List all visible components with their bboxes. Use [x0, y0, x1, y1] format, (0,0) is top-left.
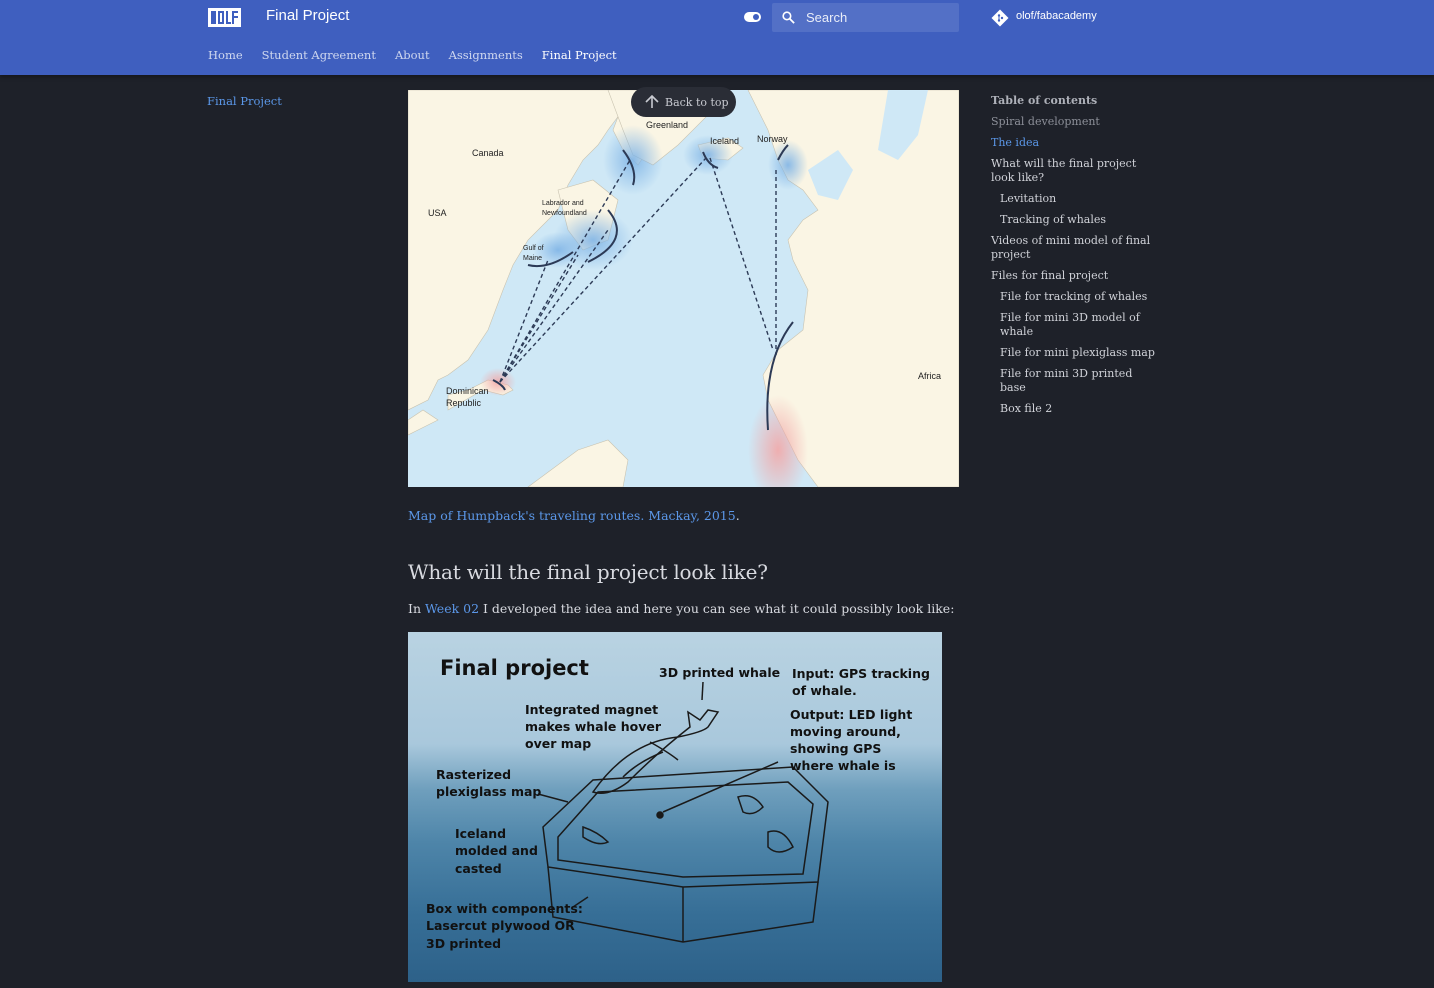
toc-title: Table of contents: [991, 94, 1098, 107]
intro-paragraph: [408, 601, 954, 616]
map-label-labrador-1: Labrador and: [542, 200, 584, 207]
site-title: Final Project: [266, 7, 350, 24]
sketch-box-1: Box with components:: [426, 901, 583, 916]
toc-item-videos-mini-model[interactable]: Videos of mini model of final project: [991, 234, 1151, 261]
sketch-raster-1: Rasterized: [436, 767, 512, 782]
toc-item-file-mini-3d-whale[interactable]: File for mini 3D model of whale: [1000, 311, 1140, 338]
map-label-gulf-1: Gulf of: [523, 245, 544, 252]
map-label-norway: Norway: [757, 134, 788, 144]
sketch-iceland-2: molded and: [455, 843, 538, 858]
intro-text-post: I developed the idea and here you can see what it could possibly look like:: [479, 601, 955, 616]
toc-item-final-project-look[interactable]: What will the final project look like?: [991, 157, 1137, 184]
map-caption: [408, 508, 740, 523]
sketch-output-4: where whale is: [790, 758, 896, 773]
map-label-dominican-1: Dominican: [446, 386, 489, 396]
map-label-iceland: Iceland: [710, 136, 740, 146]
map-caption-link[interactable]: Map of Humpback's traveling routes. Mackay, 2015: [408, 508, 736, 523]
intro-text-pre: In: [408, 601, 425, 616]
sketch-iceland-1: Iceland: [455, 826, 507, 841]
map-label-africa: Africa: [918, 371, 942, 381]
sketch-magnet-3: over map: [525, 736, 592, 751]
color-scheme-toggle[interactable]: [744, 12, 761, 22]
map-caption-period: .: [735, 508, 740, 523]
sketch-title: Final project: [440, 656, 589, 680]
toc-item-the-idea[interactable]: The idea: [991, 136, 1040, 149]
site-logo-icon[interactable]: [208, 8, 241, 27]
humpback-routes-map: [408, 90, 959, 487]
section-heading: What will the final project look like?: [408, 560, 768, 584]
tab-home[interactable]: Home: [208, 48, 243, 62]
week-02-link[interactable]: Week 02: [424, 601, 480, 616]
sketch-magnet-1: Integrated magnet: [525, 702, 659, 717]
sketch-raster-2: plexiglass map: [436, 784, 542, 799]
final-project-sketch-image: [408, 632, 942, 982]
search-icon: [781, 10, 796, 25]
sketch-input-2: of whale.: [792, 683, 857, 698]
sketch-whale-label: 3D printed whale: [659, 665, 781, 680]
tab-student-agreement[interactable]: Student Agreement: [261, 48, 376, 62]
toc-item-box-file-2[interactable]: Box file 2: [1000, 402, 1053, 415]
table-of-contents: [991, 94, 1161, 423]
sketch-box-2: Lasercut plywood OR: [426, 918, 575, 933]
map-drawing: [408, 90, 959, 487]
tab-assignments[interactable]: Assignments: [448, 48, 523, 62]
header-bar: [0, 0, 1434, 75]
map-label-greenland: Greenland: [646, 120, 689, 130]
sketch-output-1: Output: LED light: [790, 707, 913, 722]
sketch-output-2: moving around,: [790, 724, 901, 739]
map-label-usa: USA: [428, 208, 447, 218]
arrow-up-icon: [645, 95, 659, 109]
search-placeholder: Search: [806, 10, 848, 25]
map-label-dominican-2: Republic: [446, 398, 482, 408]
toc-item-file-3d-printed-base[interactable]: File for mini 3D printed base: [1000, 367, 1133, 394]
sketch-box-3: 3D printed: [426, 936, 502, 951]
toc-item-tracking-of-whales[interactable]: Tracking of whales: [1000, 213, 1107, 226]
toc-item-files-final-project[interactable]: Files for final project: [991, 269, 1109, 282]
nav-tabs: [208, 48, 636, 62]
toc-item-file-plexiglass-map[interactable]: File for mini plexiglass map: [1000, 346, 1155, 359]
sketch-magnet-2: makes whale hover: [525, 719, 661, 734]
toc-item-levitation[interactable]: Levitation: [1000, 192, 1057, 205]
left-nav-final-project[interactable]: Final Project: [207, 94, 282, 108]
map-label-labrador-2: Newfoundland: [542, 210, 587, 217]
search-input[interactable]: [772, 3, 959, 32]
sketch-output-3: showing GPS: [790, 741, 882, 756]
map-label-canada: Canada: [472, 148, 504, 158]
sketch-drawing: [408, 632, 942, 982]
toc-item-file-tracking-whales[interactable]: File for tracking of whales: [1000, 290, 1148, 303]
tab-final-project[interactable]: Final Project: [541, 48, 617, 62]
git-icon: [991, 9, 1009, 27]
tab-about[interactable]: About: [394, 48, 430, 62]
back-to-top-label: Back to top: [665, 96, 729, 109]
sketch-input-1: Input: GPS tracking: [792, 666, 930, 681]
toc-item-spiral-development[interactable]: Spiral development: [991, 115, 1100, 128]
sketch-iceland-3: casted: [455, 861, 502, 876]
back-to-top-button[interactable]: [631, 87, 736, 117]
map-label-gulf-2: Maine: [523, 255, 543, 262]
repo-label: olof/fabacademy: [1016, 10, 1097, 22]
